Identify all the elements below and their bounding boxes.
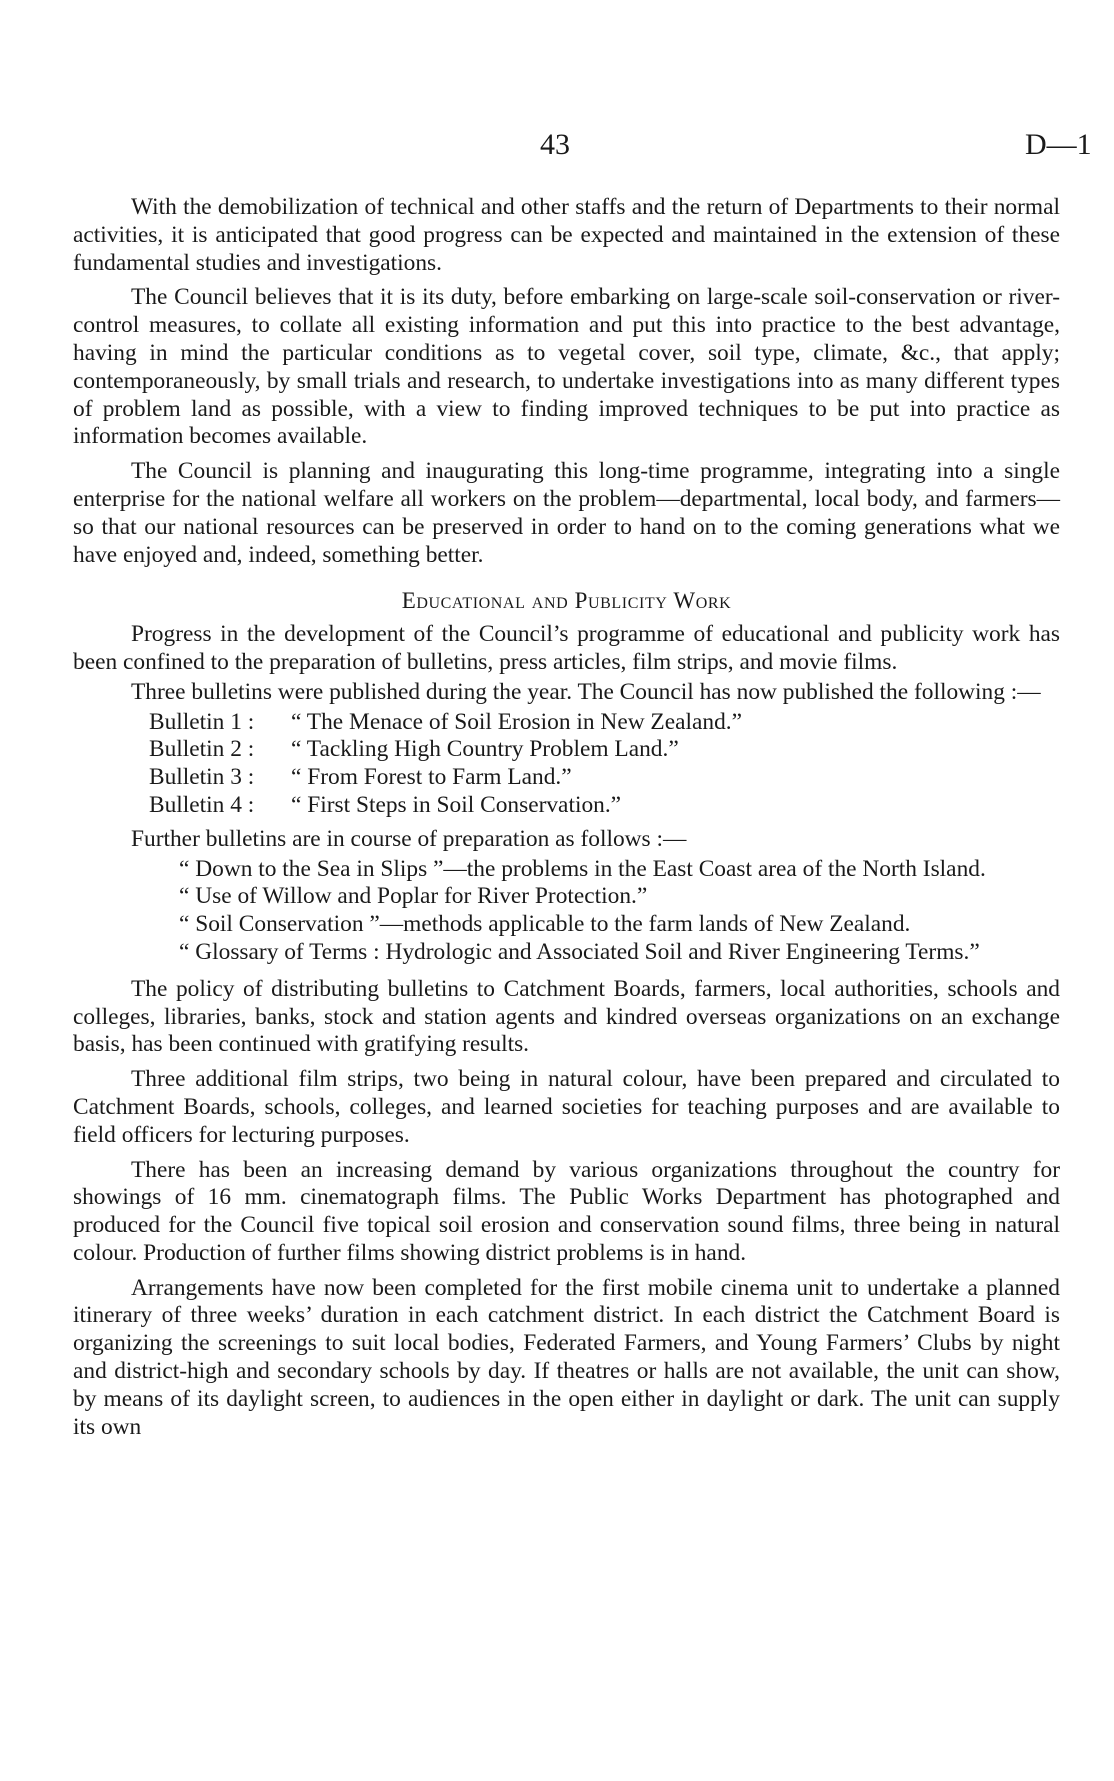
bulletin-title: “ First Steps in Soil Conservation.” <box>291 791 622 818</box>
paragraph: Three bulletins were published during the year. The Council has now published the following :— <box>131 678 1041 705</box>
list-item <box>149 709 1060 737</box>
paragraph: The Council believes that it is its duty, before embarking on large-scale soil-conservation or river-control measures, to collate all existing information and put this into practice to the best advantage, having in mind the particular conditions as to vegetal cover, soil type, climate, &c., that apply; contemporaneously, by small trials and research, to undertake investigations into as many different types of problem land as possible, with a view to finding improved techniques to be put into practice as information becomes available. <box>73 284 1060 450</box>
document-reference: D—1 <box>1025 128 1092 161</box>
list-item <box>149 736 1060 764</box>
bulletin-list <box>73 709 1060 820</box>
page-number: 43 <box>540 128 570 161</box>
list-item: “ Use of Willow and Poplar for River Protection.” <box>179 883 648 910</box>
paragraph: There has been an increasing demand by various organizations throughout the country for showings of 16 mm. cinematograph films. The Public Works Department has photographed and produced for the Council five topical soil erosion and conservation sound films, three being in natural colour. Production of further films showing district problems is in hand. <box>73 1156 1060 1266</box>
bulletin-label: Bulletin 4 : <box>149 791 255 818</box>
list-item: “ Down to the Sea in Slips ”—the problems in the East Coast area of the North Island. <box>179 855 986 882</box>
list-item <box>149 764 1060 792</box>
paragraph: With the demobilization of technical and other staffs and the return of Departments to their normal activities, it is anticipated that good progress can be expected and maintained in the extension of these fundamental studies and investigations. <box>73 194 1060 276</box>
paragraph: Further bulletins are in course of preparation as follows :— <box>131 825 687 852</box>
in-preparation-list <box>73 856 1060 967</box>
paragraph: The Council is planning and inaugurating this long-time programme, integrating into a single enterprise for the national welfare all workers on the problem—departmental, local body, and farmers—so that our national resources can be preserved in order to hand on to the coming generations what we have enjoyed and, indeed, something better. <box>73 458 1060 568</box>
paragraph: The policy of distributing bulletins to Catchment Boards, farmers, local authorities, schools and colleges, libraries, banks, stock and station agents and kindred overseas organizations on an exchange basis, has been continued with gratifying results. <box>73 975 1060 1058</box>
section-heading: Educational and Publicity Work <box>401 588 732 614</box>
list-item <box>149 792 1060 820</box>
bulletin-title: “ The Menace of Soil Erosion in New Zealand.” <box>291 708 742 735</box>
bulletin-title: “ From Forest to Farm Land.” <box>291 764 572 791</box>
paragraph: Arrangements have now been completed for the first mobile cinema unit to undertake a planned itinerary of three weeks’ duration in each catchment district. In each district the Catchment Board is organizing the screenings to suit local bodies, Federated Farmers, and Young Farmers’ Clubs by night and district-high and secondary schools by day. If theatres or halls are not available, the unit can show, by means of its daylight screen, to audiences in the open either in daylight or dark. The unit can supply its own <box>73 1274 1060 1440</box>
bulletin-label: Bulletin 2 : <box>149 736 255 763</box>
list-item: “ Soil Conservation ”—methods applicable to the farm lands of New Zealand. <box>179 911 911 938</box>
paragraph: Three additional film strips, two being in natural colour, have been prepared and circulated to Catchment Boards, schools, colleges, and learned societies for teaching purposes and are available to field officers for lecturing purposes. <box>73 1066 1060 1148</box>
list-item: “ Glossary of Terms : Hydrologic and Associated Soil and River Engineering Terms.” <box>179 938 980 965</box>
bulletin-label: Bulletin 1 : <box>149 708 255 735</box>
bulletin-label: Bulletin 3 : <box>149 764 255 791</box>
body-text <box>73 194 1060 1448</box>
paragraph: Progress in the development of the Council’s programme of educational and publicity work has been confined to the preparation of bulletins, press articles, film strips, and movie films. <box>73 621 1060 675</box>
bulletin-title: “ Tackling High Country Problem Land.” <box>291 736 679 763</box>
